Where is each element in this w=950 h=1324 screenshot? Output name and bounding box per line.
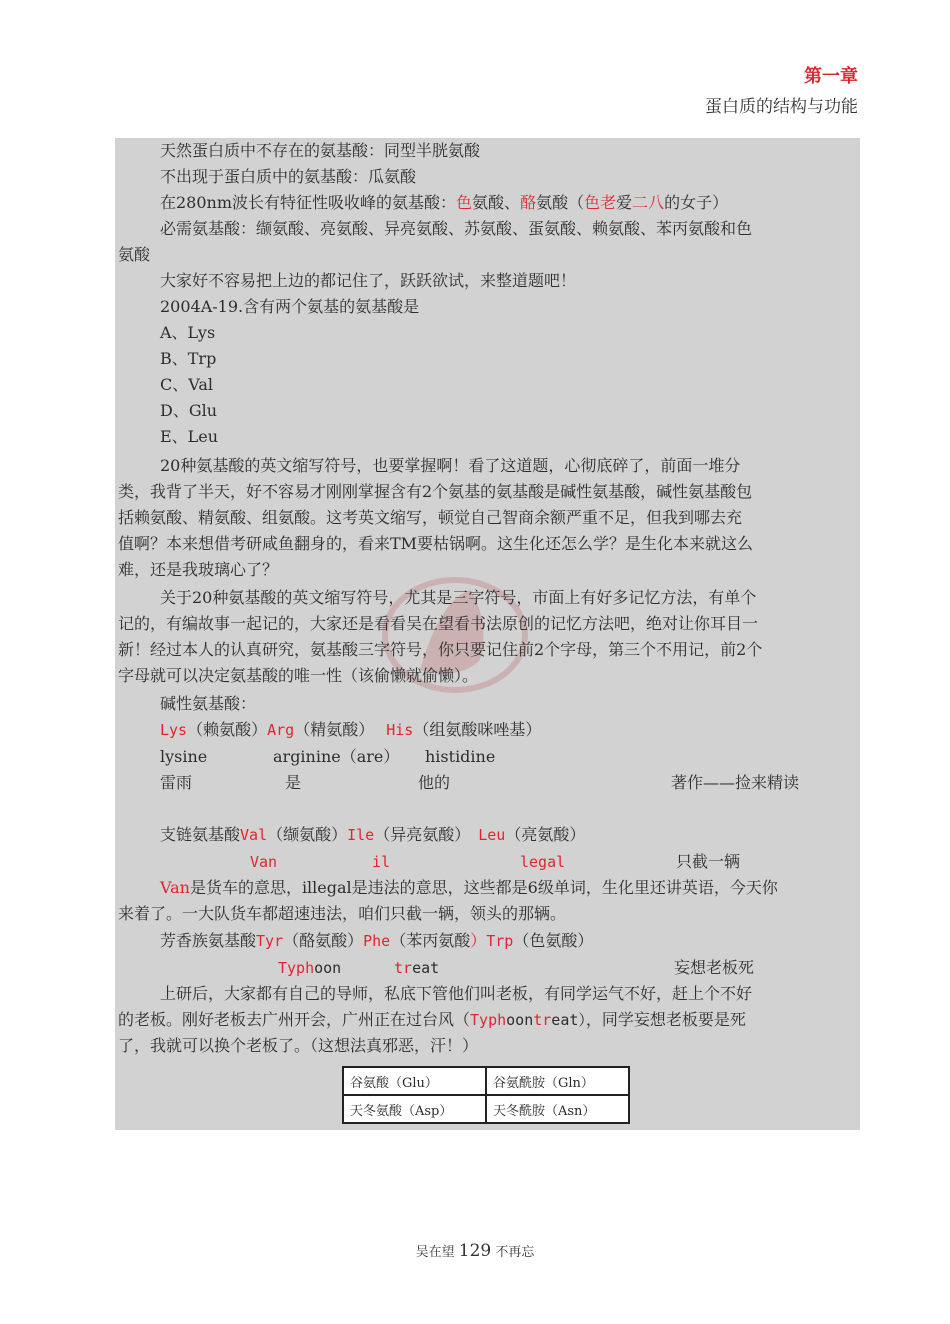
- text-span: oon: [314, 959, 342, 977]
- text-span: 的女子）: [664, 193, 729, 212]
- text-span: eat）: [551, 1011, 586, 1029]
- abbr-ile: Ile: [347, 826, 375, 844]
- mnemonic-word: 是: [285, 773, 302, 792]
- table-row: [343, 1095, 629, 1123]
- highlight-text: 二八: [632, 193, 665, 212]
- mnemonic-word: 只截一辆: [676, 852, 741, 871]
- highlight-text: 色老: [584, 193, 617, 212]
- text-line: 记的，有编故事一起记的，大家还是看看吴在望看书法原创的记忆方法吧，绝对让你耳目一: [118, 614, 759, 633]
- text-span: 氨酸（: [536, 193, 585, 212]
- text-line: 上研后，大家都有自己的导师，私底下管他们叫老板，有同学运气不好，赶上个不好: [160, 984, 753, 1003]
- text-line: 括赖氨酸、精氨酸、组氨酸。这考英文缩写，顿觉自己智商余额严重不足，但我到哪去充: [118, 508, 743, 527]
- abbr-leu: Leu: [478, 826, 506, 844]
- mnemonic-word: histidine: [425, 747, 496, 766]
- mnemonic-word: 妄想老板死: [674, 958, 755, 977]
- text-line: 大家好不容易把上边的都记住了，跃跃欲试，来整道题吧！: [160, 271, 577, 290]
- text-span: （异亮氨酸）: [374, 825, 471, 844]
- mnemonic-word: 雷雨: [160, 773, 193, 792]
- mnemonic-word: legal: [520, 853, 566, 871]
- table-cell: 谷氨酰胺（Gln）: [486, 1067, 629, 1095]
- text-span: （色氨酸）: [513, 931, 594, 950]
- text-line: 类，我背了半天，好不容易才刚刚掌握含有2个氨基的氨基酸是碱性氨基酸，碱性氨基酸包: [118, 482, 753, 501]
- page-footer: [0, 1241, 950, 1261]
- abbr-arg: Arg: [267, 721, 295, 739]
- text-line: 20种氨基酸的英文缩写符号，也要掌握啊！看了这道题，心彻底碎了，前面一堆分: [160, 456, 741, 475]
- option-e: E、Leu: [160, 427, 219, 446]
- highlight-text: 色: [456, 193, 473, 212]
- mnemonic-word: arginine（are）: [273, 747, 400, 766]
- section-title: 芳香族氨基酸: [160, 931, 257, 950]
- mnemonic-word: 他的: [418, 773, 451, 792]
- text-span: （苯丙氨酸: [390, 931, 471, 950]
- mnemonic-word: 著作——捡来精读: [671, 773, 800, 792]
- abbr-val: Val: [240, 826, 268, 844]
- table-cell: 天冬氨酸（Asp）: [343, 1095, 486, 1123]
- mnemonic-word: lysine: [160, 747, 208, 766]
- text-span: ，同学妄想老板要是死: [585, 1010, 746, 1029]
- text-line: 必需氨基酸：缬氨酸、亮氨酸、异亮氨酸、苏氨酸、蛋氨酸、赖氨酸、苯丙氨酸和色: [160, 219, 753, 238]
- text-line: [160, 717, 541, 743]
- chapter-subtitle: 蛋白质的结构与功能: [705, 97, 858, 117]
- text-span: （亮氨酸）: [505, 825, 586, 844]
- text-line: [160, 190, 728, 216]
- page-number: 129: [458, 1241, 492, 1261]
- option-d: D、Glu: [160, 401, 218, 420]
- section-title: 支链氨基酸: [160, 825, 241, 844]
- highlight-text: Typh: [470, 1011, 507, 1029]
- mnemonic-word: [278, 955, 341, 981]
- option-b: B、Trp: [160, 349, 217, 368]
- text-span: （赖氨酸）: [187, 720, 268, 739]
- text-line: 氨酸: [118, 245, 151, 264]
- footer-author: 吴在望: [415, 1245, 455, 1260]
- text-span: eat: [412, 959, 440, 977]
- table-row: [343, 1067, 629, 1095]
- text-line: 天然蛋白质中不存在的氨基酸：同型半胱氨酸: [160, 141, 481, 160]
- abbr-trp: Trp: [486, 932, 514, 950]
- text-span: 的老板。刚好老板去广州开会，广州正在过台风（: [118, 1010, 471, 1029]
- abbr-his: His: [386, 721, 414, 739]
- highlight-text: tr: [533, 1011, 552, 1029]
- text-span: （缬氨酸）: [267, 825, 348, 844]
- mnemonic-word: il: [372, 853, 391, 871]
- section-title: 碱性氨基酸：: [160, 694, 257, 713]
- footer-slogan: 不再忘: [495, 1245, 535, 1260]
- table-cell: 谷氨酸（Glu）: [343, 1067, 486, 1095]
- text-span: 是货车的意思，illegal是违法的意思，这些都是6级单词，生化里还讲英语，今天你: [189, 878, 778, 897]
- text-line: 来着了。一大队货车都超速违法，咱们只截一辆，领头的那辆。: [118, 904, 567, 923]
- text-line: 了，我就可以换个老板了。（这想法真邪恶，汗！）: [118, 1036, 479, 1055]
- text-span: 氨酸、: [472, 193, 521, 212]
- mnemonic-word: [394, 955, 439, 981]
- text-line: [160, 875, 778, 901]
- text-span: 在280nm波长有特征性吸收峰的氨基酸：: [160, 193, 457, 212]
- option-a: A、Lys: [160, 323, 216, 342]
- highlight-text: 酪: [520, 193, 537, 212]
- text-span: （精氨酸）: [294, 720, 375, 739]
- text-span: oon: [506, 1011, 534, 1029]
- option-c: C、Val: [160, 375, 213, 394]
- text-line: 新！经过本人的认真研究，氨基酸三字符号，你只要记住前2个字母，第三个不用记，前2个: [118, 640, 763, 659]
- chapter-label: 第一章: [804, 66, 858, 87]
- highlight-text: tr: [394, 959, 413, 977]
- highlight-text: ）: [470, 931, 487, 950]
- text-span: 爱: [616, 193, 633, 212]
- text-line: 字母就可以决定氨基酸的唯一性（该偷懒就偷懒）。: [118, 666, 479, 685]
- text-line: [118, 1007, 746, 1033]
- text-line: 不出现于蛋白质中的氨基酸：瓜氨酸: [160, 167, 417, 186]
- amino-acid-table: [342, 1066, 630, 1124]
- question-stem: 2004A-19.含有两个氨基的氨基酸是: [160, 297, 420, 316]
- abbr-lys: Lys: [160, 721, 188, 739]
- mnemonic-word: Van: [250, 853, 278, 871]
- text-line: 难，还是我玻璃心了？: [118, 560, 279, 579]
- text-line: [160, 928, 593, 954]
- text-line: 值啊？本来想借考研咸鱼翻身的，看来TM要枯锅啊。这生化还怎么学？是生化本来就这么: [118, 534, 754, 553]
- highlight-text: Van: [160, 878, 190, 897]
- text-line: 关于20种氨基酸的英文缩写符号，尤其是三字符号，市面上有好多记忆方法，有单个: [160, 588, 757, 607]
- table-cell: 天冬酰胺（Asn）: [486, 1095, 629, 1123]
- abbr-phe: Phe: [363, 932, 391, 950]
- text-line: [160, 822, 585, 848]
- text-span: （酪氨酸）: [283, 931, 364, 950]
- text-span: （组氨酸咪唑基）: [413, 720, 542, 739]
- abbr-tyr: Tyr: [256, 932, 284, 950]
- highlight-text: Typh: [278, 959, 315, 977]
